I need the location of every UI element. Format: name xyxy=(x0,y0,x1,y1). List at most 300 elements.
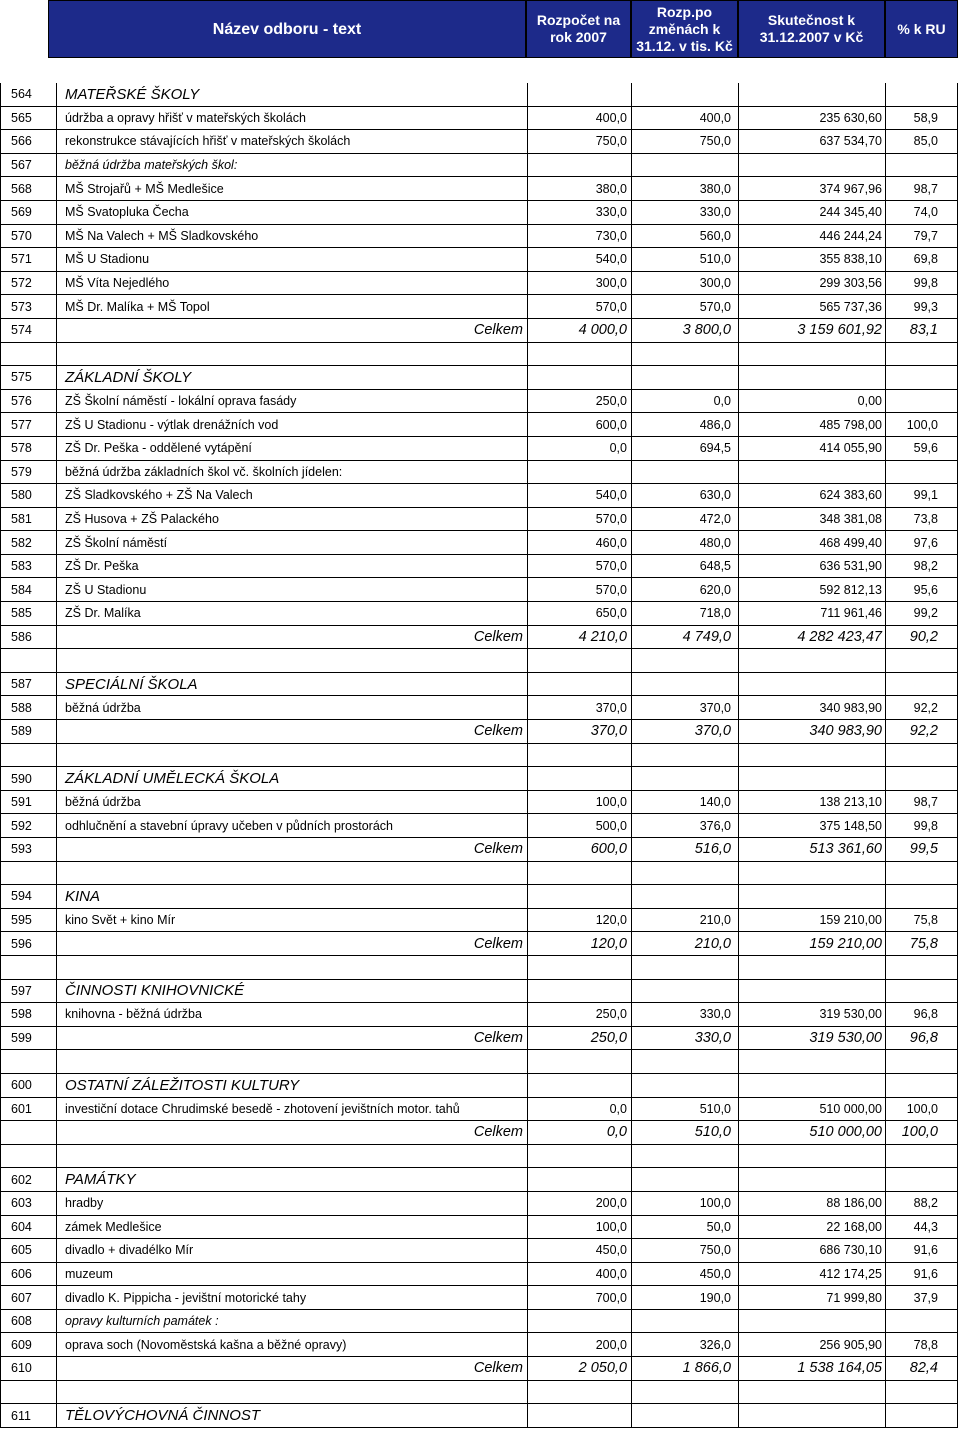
row-number xyxy=(0,1145,57,1169)
adjusted-value: 370,0 xyxy=(631,696,738,720)
row-text: knihovna - běžná údržba xyxy=(57,1003,527,1027)
row-number: 577 xyxy=(0,413,57,437)
row-text: hradby xyxy=(57,1192,527,1216)
total-row xyxy=(0,838,958,862)
actual-value: 244 345,40 xyxy=(738,201,885,225)
adjusted-value: 330,0 xyxy=(631,201,738,225)
adjusted-value: 376,0 xyxy=(631,814,738,838)
table-row xyxy=(0,909,958,933)
budget-value: 400,0 xyxy=(527,1263,631,1287)
actual-value: 636 531,90 xyxy=(738,555,885,579)
table-header xyxy=(0,0,958,60)
row-text xyxy=(57,649,527,673)
adjusted-value xyxy=(631,1404,738,1428)
adjusted-value xyxy=(631,767,738,791)
row-number: 566 xyxy=(0,130,57,154)
row-number xyxy=(0,343,57,367)
actual-value: 159 210,00 xyxy=(738,909,885,933)
row-text: běžná údržba xyxy=(57,791,527,815)
adjusted-value: 620,0 xyxy=(631,578,738,602)
budget-value: 120,0 xyxy=(527,932,631,956)
budget-value xyxy=(527,649,631,673)
budget-value: 570,0 xyxy=(527,508,631,532)
adjusted-value: 560,0 xyxy=(631,225,738,249)
row-number: 582 xyxy=(0,531,57,555)
adjusted-value xyxy=(631,366,738,390)
budget-value xyxy=(527,956,631,980)
table-row xyxy=(0,1239,958,1263)
actual-value xyxy=(738,1381,885,1405)
adjusted-value: 370,0 xyxy=(631,720,738,744)
percent-value: 85,0 xyxy=(885,130,958,154)
actual-value xyxy=(738,461,885,485)
percent-value: 97,6 xyxy=(885,531,958,555)
row-number: 598 xyxy=(0,1003,57,1027)
adjusted-value: 1 866,0 xyxy=(631,1357,738,1381)
row-text: ZŠ Školní náměstí - lokální oprava fasády xyxy=(57,390,527,414)
adjusted-value: 694,5 xyxy=(631,437,738,461)
percent-value: 92,2 xyxy=(885,720,958,744)
adjusted-value: 326,0 xyxy=(631,1333,738,1357)
budget-value xyxy=(527,1404,631,1428)
table-row xyxy=(0,390,958,414)
percent-value xyxy=(885,649,958,673)
actual-value: 340 983,90 xyxy=(738,720,885,744)
percent-value xyxy=(885,1050,958,1074)
adjusted-value: 400,0 xyxy=(631,107,738,131)
table-row xyxy=(0,130,958,154)
row-text: odhlučnění a stavební úpravy učeben v půdních prostorách xyxy=(57,814,527,838)
adjusted-value: 472,0 xyxy=(631,508,738,532)
budget-value: 0,0 xyxy=(527,1098,631,1122)
actual-value xyxy=(738,1050,885,1074)
adjusted-value xyxy=(631,673,738,697)
row-text xyxy=(57,956,527,980)
row-number: 590 xyxy=(0,767,57,791)
adjusted-value xyxy=(631,862,738,886)
adjusted-value xyxy=(631,1145,738,1169)
percent-value xyxy=(885,154,958,178)
table-row xyxy=(0,154,958,178)
row-text: Celkem xyxy=(57,1027,527,1051)
percent-value: 79,7 xyxy=(885,225,958,249)
header-actual: Skutečnost k 31.12.2007 v Kč xyxy=(738,0,885,58)
row-number: 579 xyxy=(0,461,57,485)
row-text: opravy kulturních památek : xyxy=(57,1310,527,1334)
row-number: 587 xyxy=(0,673,57,697)
spacer-row xyxy=(0,744,958,768)
percent-value: 44,3 xyxy=(885,1216,958,1240)
table-row xyxy=(0,177,958,201)
actual-value xyxy=(738,956,885,980)
total-row xyxy=(0,1027,958,1051)
percent-value: 75,8 xyxy=(885,909,958,933)
row-text: ZŠ Husova + ZŠ Palackého xyxy=(57,508,527,532)
budget-value: 400,0 xyxy=(527,107,631,131)
row-text: Celkem xyxy=(57,932,527,956)
row-number: 571 xyxy=(0,248,57,272)
percent-value: 92,2 xyxy=(885,696,958,720)
actual-value xyxy=(738,1404,885,1428)
row-text: MŠ Na Valech + MŠ Sladkovského xyxy=(57,225,527,249)
table-row xyxy=(0,201,958,225)
percent-value: 58,9 xyxy=(885,107,958,131)
row-text: běžná údržba mateřských škol: xyxy=(57,154,527,178)
actual-value: 319 530,00 xyxy=(738,1027,885,1051)
table-row xyxy=(0,508,958,532)
percent-value: 69,8 xyxy=(885,248,958,272)
adjusted-value xyxy=(631,343,738,367)
percent-value xyxy=(885,956,958,980)
spacer-row xyxy=(0,1381,958,1405)
budget-value: 700,0 xyxy=(527,1286,631,1310)
actual-value: 299 303,56 xyxy=(738,272,885,296)
table-row xyxy=(0,461,958,485)
row-text: OSTATNÍ ZÁLEŽITOSTI KULTURY xyxy=(57,1074,527,1098)
adjusted-value: 750,0 xyxy=(631,130,738,154)
adjusted-value xyxy=(631,154,738,178)
row-text: investiční dotace Chrudimské besedě - zhotovení jevištních motor. tahů xyxy=(57,1098,527,1122)
percent-value: 99,8 xyxy=(885,814,958,838)
row-number xyxy=(0,1050,57,1074)
budget-value xyxy=(527,154,631,178)
adjusted-value: 3 800,0 xyxy=(631,319,738,343)
budget-value: 250,0 xyxy=(527,1027,631,1051)
table-row xyxy=(0,555,958,579)
row-number xyxy=(0,862,57,886)
percent-value: 88,2 xyxy=(885,1192,958,1216)
budget-value xyxy=(527,1050,631,1074)
percent-value xyxy=(885,744,958,768)
percent-value: 100,0 xyxy=(885,1098,958,1122)
row-number: 572 xyxy=(0,272,57,296)
row-text: ZŠ Dr. Peška xyxy=(57,555,527,579)
section-row xyxy=(0,366,958,390)
row-number: 609 xyxy=(0,1333,57,1357)
row-number: 586 xyxy=(0,626,57,650)
header-name: Název odboru - text xyxy=(48,0,526,58)
row-text: TĚLOVÝCHOVNÁ ČINNOST xyxy=(57,1404,527,1428)
budget-value: 750,0 xyxy=(527,130,631,154)
adjusted-value: 510,0 xyxy=(631,1098,738,1122)
budget-value: 2 050,0 xyxy=(527,1357,631,1381)
row-text: ZŠ Sladkovského + ZŠ Na Valech xyxy=(57,484,527,508)
actual-value: 319 530,00 xyxy=(738,1003,885,1027)
percent-value: 99,5 xyxy=(885,838,958,862)
row-number: 580 xyxy=(0,484,57,508)
adjusted-value: 718,0 xyxy=(631,602,738,626)
adjusted-value xyxy=(631,1074,738,1098)
actual-value: 624 383,60 xyxy=(738,484,885,508)
percent-value xyxy=(885,980,958,1004)
actual-value: 637 534,70 xyxy=(738,130,885,154)
budget-value: 540,0 xyxy=(527,248,631,272)
row-text: oprava soch (Novoměstská kašna a běžné opravy) xyxy=(57,1333,527,1357)
budget-value: 4 210,0 xyxy=(527,626,631,650)
row-number: 565 xyxy=(0,107,57,131)
actual-value: 446 244,24 xyxy=(738,225,885,249)
row-number: 583 xyxy=(0,555,57,579)
row-number xyxy=(0,649,57,673)
percent-value: 98,7 xyxy=(885,791,958,815)
percent-value: 99,1 xyxy=(885,484,958,508)
total-row xyxy=(0,1121,958,1145)
spacer-row xyxy=(0,343,958,367)
row-number: 574 xyxy=(0,319,57,343)
row-number: 611 xyxy=(0,1404,57,1428)
actual-value: 22 168,00 xyxy=(738,1216,885,1240)
total-row xyxy=(0,720,958,744)
percent-value xyxy=(885,1074,958,1098)
row-text: MŠ Víta Nejedlého xyxy=(57,272,527,296)
budget-value: 500,0 xyxy=(527,814,631,838)
adjusted-value: 480,0 xyxy=(631,531,738,555)
actual-value xyxy=(738,366,885,390)
spacer-row xyxy=(0,1050,958,1074)
budget-value xyxy=(527,885,631,909)
row-number: 597 xyxy=(0,980,57,1004)
percent-value xyxy=(885,885,958,909)
percent-value: 98,2 xyxy=(885,555,958,579)
budget-value xyxy=(527,83,631,107)
budget-value: 250,0 xyxy=(527,390,631,414)
row-text: ZŠ U Stadionu xyxy=(57,578,527,602)
budget-value xyxy=(527,862,631,886)
budget-value: 330,0 xyxy=(527,201,631,225)
percent-value xyxy=(885,1168,958,1192)
percent-value xyxy=(885,461,958,485)
row-number: 578 xyxy=(0,437,57,461)
percent-value: 74,0 xyxy=(885,201,958,225)
row-number: 564 xyxy=(0,83,57,107)
actual-value xyxy=(738,744,885,768)
budget-value: 200,0 xyxy=(527,1192,631,1216)
adjusted-value: 190,0 xyxy=(631,1286,738,1310)
percent-value xyxy=(885,767,958,791)
percent-value xyxy=(885,862,958,886)
actual-value xyxy=(738,1168,885,1192)
budget-value xyxy=(527,343,631,367)
row-number xyxy=(0,1381,57,1405)
budget-value xyxy=(527,1168,631,1192)
percent-value: 78,8 xyxy=(885,1333,958,1357)
row-text: Celkem xyxy=(57,838,527,862)
row-text xyxy=(57,343,527,367)
budget-value xyxy=(527,1310,631,1334)
row-text: ZÁKLADNÍ UMĚLECKÁ ŠKOLA xyxy=(57,767,527,791)
table-row xyxy=(0,413,958,437)
row-number xyxy=(0,1121,57,1145)
adjusted-value: 486,0 xyxy=(631,413,738,437)
actual-value: 412 174,25 xyxy=(738,1263,885,1287)
row-number: 575 xyxy=(0,366,57,390)
header-adjusted: Rozp.po změnách k 31.12. v tis. Kč xyxy=(631,0,738,58)
row-text: Celkem xyxy=(57,626,527,650)
row-number: 568 xyxy=(0,177,57,201)
row-number: 589 xyxy=(0,720,57,744)
section-row xyxy=(0,673,958,697)
row-text: divadlo K. Pippicha - jevištní motorické tahy xyxy=(57,1286,527,1310)
section-row xyxy=(0,980,958,1004)
table-row xyxy=(0,1333,958,1357)
budget-value xyxy=(527,1145,631,1169)
actual-value xyxy=(738,1074,885,1098)
actual-value xyxy=(738,673,885,697)
row-text: PAMÁTKY xyxy=(57,1168,527,1192)
table-row xyxy=(0,1310,958,1334)
budget-value: 650,0 xyxy=(527,602,631,626)
adjusted-value: 630,0 xyxy=(631,484,738,508)
budget-value xyxy=(527,1381,631,1405)
actual-value: 340 983,90 xyxy=(738,696,885,720)
actual-value: 414 055,90 xyxy=(738,437,885,461)
actual-value: 510 000,00 xyxy=(738,1098,885,1122)
actual-value: 348 381,08 xyxy=(738,508,885,532)
adjusted-value xyxy=(631,1381,738,1405)
row-number: 576 xyxy=(0,390,57,414)
percent-value: 91,6 xyxy=(885,1263,958,1287)
adjusted-value: 50,0 xyxy=(631,1216,738,1240)
row-number: 591 xyxy=(0,791,57,815)
actual-value: 565 737,36 xyxy=(738,295,885,319)
adjusted-value: 648,5 xyxy=(631,555,738,579)
row-text xyxy=(57,1145,527,1169)
row-text: KINA xyxy=(57,885,527,909)
percent-value: 99,8 xyxy=(885,272,958,296)
actual-value: 235 630,60 xyxy=(738,107,885,131)
row-number: 606 xyxy=(0,1263,57,1287)
budget-value: 100,0 xyxy=(527,1216,631,1240)
adjusted-value xyxy=(631,461,738,485)
section-row xyxy=(0,1168,958,1192)
budget-value: 460,0 xyxy=(527,531,631,555)
adjusted-value: 4 749,0 xyxy=(631,626,738,650)
percent-value: 82,4 xyxy=(885,1357,958,1381)
percent-value: 99,2 xyxy=(885,602,958,626)
row-text: zámek Medlešice xyxy=(57,1216,527,1240)
budget-value xyxy=(527,744,631,768)
actual-value: 513 361,60 xyxy=(738,838,885,862)
adjusted-value xyxy=(631,1310,738,1334)
row-number: 608 xyxy=(0,1310,57,1334)
section-row xyxy=(0,1074,958,1098)
budget-table xyxy=(0,83,958,1428)
section-row xyxy=(0,83,958,107)
budget-value: 370,0 xyxy=(527,720,631,744)
row-number xyxy=(0,956,57,980)
row-text: Celkem xyxy=(57,720,527,744)
adjusted-value xyxy=(631,980,738,1004)
adjusted-value: 0,0 xyxy=(631,390,738,414)
actual-value xyxy=(738,1145,885,1169)
percent-value: 37,9 xyxy=(885,1286,958,1310)
budget-value: 730,0 xyxy=(527,225,631,249)
adjusted-value xyxy=(631,744,738,768)
row-text: muzeum xyxy=(57,1263,527,1287)
actual-value: 3 159 601,92 xyxy=(738,319,885,343)
row-number xyxy=(0,744,57,768)
table-row xyxy=(0,248,958,272)
table-row xyxy=(0,531,958,555)
budget-value: 570,0 xyxy=(527,555,631,579)
table-row xyxy=(0,602,958,626)
actual-value: 159 210,00 xyxy=(738,932,885,956)
table-row xyxy=(0,814,958,838)
row-text: divadlo + divadélko Mír xyxy=(57,1239,527,1263)
percent-value: 95,6 xyxy=(885,578,958,602)
total-row xyxy=(0,626,958,650)
row-text xyxy=(57,744,527,768)
percent-value xyxy=(885,83,958,107)
row-number: 594 xyxy=(0,885,57,909)
actual-value xyxy=(738,649,885,673)
spacer-row xyxy=(0,956,958,980)
row-number: 604 xyxy=(0,1216,57,1240)
adjusted-value: 516,0 xyxy=(631,838,738,862)
percent-value: 91,6 xyxy=(885,1239,958,1263)
adjusted-value: 210,0 xyxy=(631,909,738,933)
row-text: ZÁKLADNÍ ŠKOLY xyxy=(57,366,527,390)
budget-value: 0,0 xyxy=(527,437,631,461)
row-text: Celkem xyxy=(57,319,527,343)
row-number: 585 xyxy=(0,602,57,626)
adjusted-value xyxy=(631,83,738,107)
percent-value: 83,1 xyxy=(885,319,958,343)
adjusted-value: 750,0 xyxy=(631,1239,738,1263)
percent-value: 99,3 xyxy=(885,295,958,319)
actual-value xyxy=(738,1310,885,1334)
budget-value: 600,0 xyxy=(527,838,631,862)
budget-value: 370,0 xyxy=(527,696,631,720)
percent-value xyxy=(885,1381,958,1405)
percent-value: 98,7 xyxy=(885,177,958,201)
budget-value: 100,0 xyxy=(527,791,631,815)
adjusted-value xyxy=(631,649,738,673)
actual-value: 138 213,10 xyxy=(738,791,885,815)
budget-value: 250,0 xyxy=(527,1003,631,1027)
row-text: kino Svět + kino Mír xyxy=(57,909,527,933)
actual-value: 1 538 164,05 xyxy=(738,1357,885,1381)
budget-value: 120,0 xyxy=(527,909,631,933)
actual-value: 468 499,40 xyxy=(738,531,885,555)
actual-value xyxy=(738,83,885,107)
adjusted-value: 510,0 xyxy=(631,1121,738,1145)
percent-value xyxy=(885,1145,958,1169)
budget-value xyxy=(527,673,631,697)
adjusted-value: 450,0 xyxy=(631,1263,738,1287)
table-row xyxy=(0,696,958,720)
row-number: 602 xyxy=(0,1168,57,1192)
row-number: 592 xyxy=(0,814,57,838)
budget-value: 4 000,0 xyxy=(527,319,631,343)
percent-value xyxy=(885,1310,958,1334)
actual-value: 71 999,80 xyxy=(738,1286,885,1310)
row-text: rekonstrukce stávajících hřišť v mateřských školách xyxy=(57,130,527,154)
total-row xyxy=(0,1357,958,1381)
row-number: 601 xyxy=(0,1098,57,1122)
budget-value: 380,0 xyxy=(527,177,631,201)
adjusted-value xyxy=(631,885,738,909)
actual-value: 592 812,13 xyxy=(738,578,885,602)
actual-value: 374 967,96 xyxy=(738,177,885,201)
budget-value xyxy=(527,1074,631,1098)
actual-value: 711 961,46 xyxy=(738,602,885,626)
actual-value xyxy=(738,862,885,886)
percent-value xyxy=(885,343,958,367)
row-text: MŠ Dr. Malíka + MŠ Topol xyxy=(57,295,527,319)
table-row xyxy=(0,578,958,602)
row-number: 603 xyxy=(0,1192,57,1216)
